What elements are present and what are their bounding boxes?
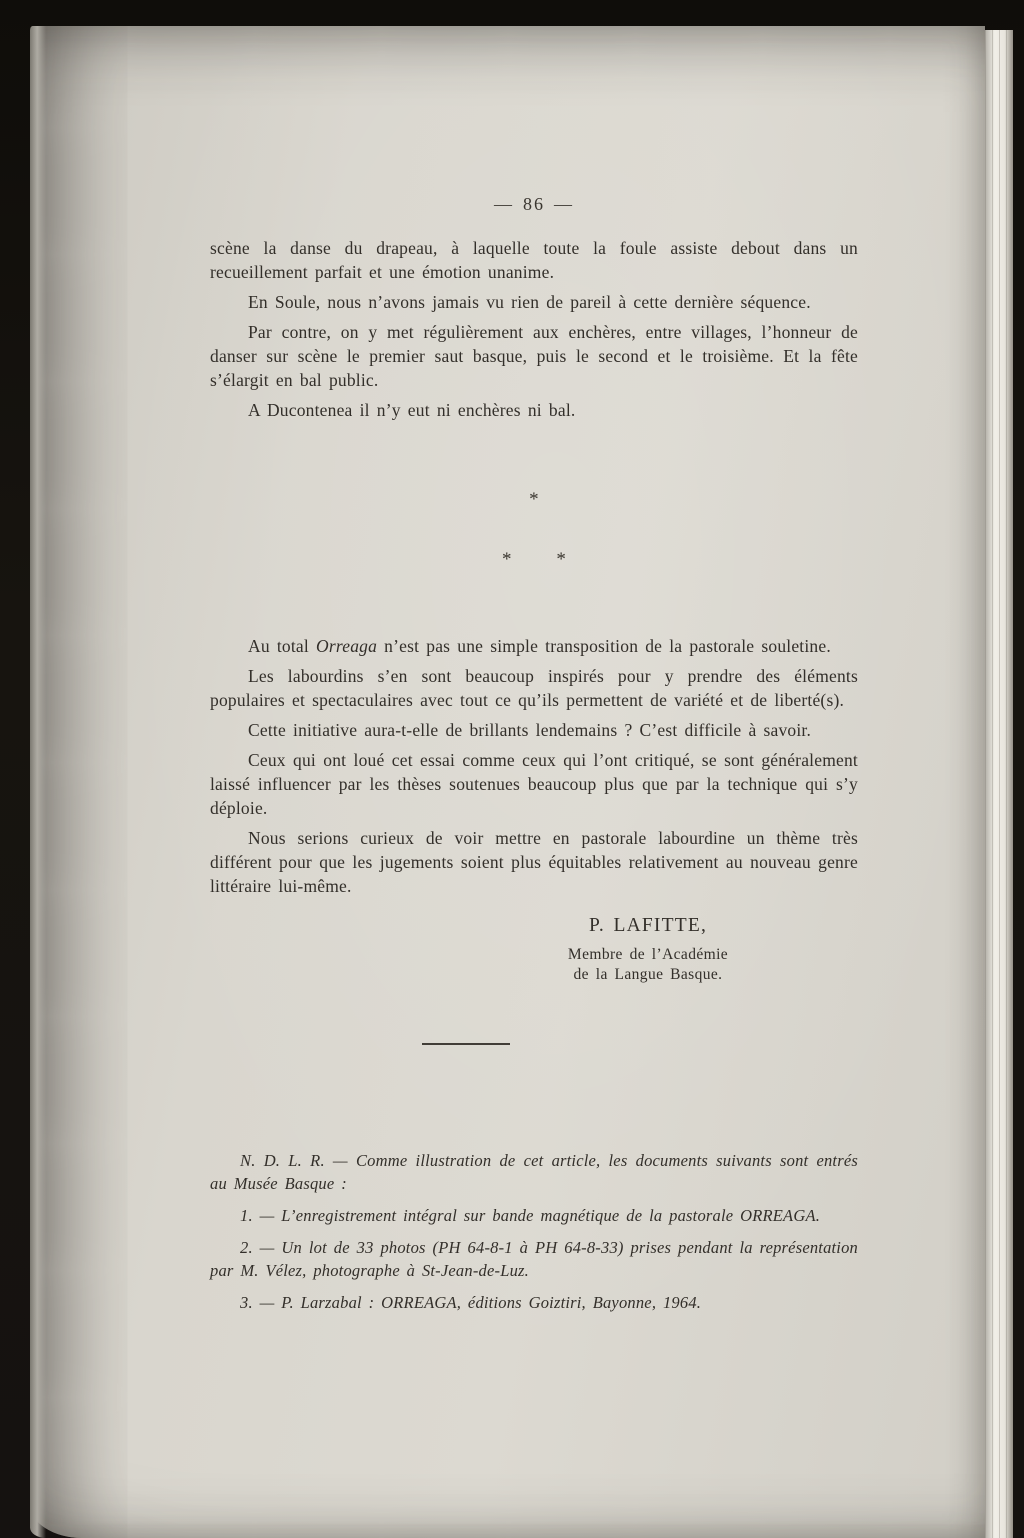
paragraph-7: Cette initiative aura-t-elle de brillants lendemains ? C’est difficile à savoir. <box>248 720 812 740</box>
asterism-top-star: * <box>529 489 539 510</box>
author-title-line-1: Membre de l’Académie <box>567 946 729 963</box>
note-item-3: 3. — P. Larzabal : ORREAGA, éditions Goiztiri, Bayonne, 1964. <box>240 1293 702 1312</box>
paragraph-4: A Ducontenea il n’y eut ni enchères ni bal. <box>248 400 576 420</box>
paragraph-5 <box>210 634 858 658</box>
page-text-column <box>210 26 858 1323</box>
paragraph-8: Ceux qui ont loué cet essai comme ceux qui l’ont critiqué, se sont généralement laissé influencer par les thèses soutenues beaucoup plus que par la technique qui s’y déploie. <box>210 750 858 818</box>
editors-note-block <box>210 1149 858 1314</box>
paragraph-5-text-after: n’est pas une simple transposition de la pastorale souletine. <box>377 636 831 656</box>
paragraph-9: Nous serions curieux de voir mettre en pastorale labourdine un thème très différent pour que les jugements soient plus équitables relativement au nouveau genre littéraire lui-même. <box>210 828 858 896</box>
author-name: P. LAFITTE, <box>588 915 708 936</box>
author-signature-block <box>513 914 783 985</box>
page-edge-stack <box>985 30 1013 1538</box>
page-number: — 86 — <box>494 194 574 214</box>
paragraph-5-italic-title: Orreaga <box>316 636 378 656</box>
author-title-line-2: de la Langue Basque. <box>573 966 723 983</box>
note-intro: N. D. L. R. — Comme illustration de cet article, les documents suivants sont entrés au Musée Basque : <box>210 1151 858 1193</box>
paragraph-5-text-before: Au total <box>248 636 317 656</box>
paragraph-1: scène la danse du drapeau, à laquelle toute la foule assiste debout dans un recueillement parfait et une émotion unanime. <box>210 238 858 282</box>
paragraph-6: Les labourdins s’en sont beaucoup inspirés pour y prendre des éléments populaires et spectaculaires avec tout ce qu’ils permettent de variété et de liberté(s). <box>210 666 858 710</box>
asterism-bottom-stars: * * <box>501 549 567 570</box>
note-item-2: 2. — Un lot de 33 photos (PH 64-8-1 à PH 64-8-33) prises pendant la représentation par M. Vélez, photographe à St-Jean-de-Luz. <box>210 1238 858 1280</box>
section-separator-asterism <box>210 450 858 610</box>
paragraph-3: Par contre, on y met régulièrement aux enchères, entre villages, l’honneur de danser sur scène le premier saut basque, puis le second et le troisième. Et la fête s’élargit en bal public. <box>210 322 858 390</box>
divider-rule <box>422 1043 510 1045</box>
paragraph-2: En Soule, nous n’avons jamais vu rien de pareil à cette dernière séquence. <box>248 292 811 312</box>
note-item-1: 1. — L’enregistrement intégral sur bande magnétique de la pastorale ORREAGA. <box>240 1206 821 1225</box>
book-page <box>30 26 985 1538</box>
